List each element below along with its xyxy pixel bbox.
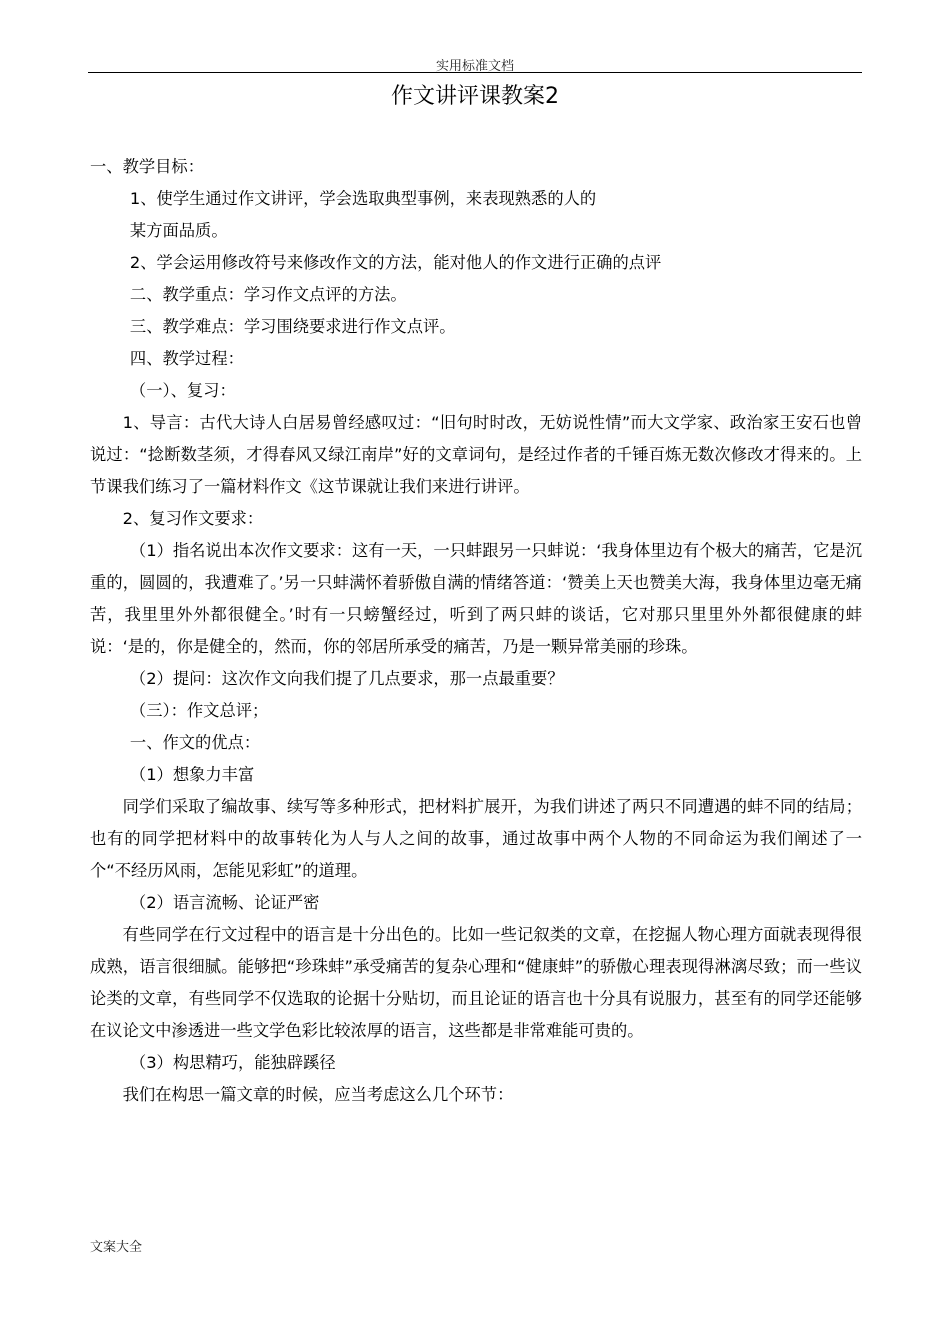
page-footer: 文案大全 [90,1240,143,1255]
section-heading-difficulties: 三、教学难点：学习围绕要求进行作文点评。 [129,317,456,336]
subsection-review-requirements: 2、复习作文要求： [122,509,264,528]
strength-2-body: 有些同学在行文过程中的语言是十分出色的。比如一些记叙类的文章，在挖掘人物心理方面就表现得很成熟，语言很细腻。能够把“珍珠蚌”承受痛苦的复杂心理和“健康蚌”的骄傲心理表现得淋漓尽致；而一些议论类的文章，有些同学不仅选取的论据十分贴切，而且论证的语言也十分具有说服力，甚至有的同学还能够在议论文中渗透进一些文学色彩比较浓厚的语言，这些都是非常难能可贵的。 [90,925,862,1040]
subsection-review: （一）、复习： [129,381,236,400]
objective-1: 1、使学生通过作文讲评，学会选取典型事例，来表现熟悉的人的 [129,189,597,208]
strength-3-body: 我们在构思一篇文章的时候，应当考虑这么几个环节： [122,1085,514,1104]
strength-1-heading: （1）想象力丰富 [129,765,255,784]
section-heading-objectives: 一、教学目标： [90,157,204,176]
objective-1-continued: 某方面品质。 [129,221,228,240]
paragraph-introduction: 1、导言：古代大诗人白居易曾经感叹过：“旧句时时改，无妨说性情”而大文学家、政治家王安石也曾说过：“捻断数茎须，才得春风又绿江南岸”好的文章词句，是经过作者的千锤百炼无数次修改才得来的。上节课我们练习了一篇材料作文《这节课就让我们来进行讲评。 [90,413,862,496]
strength-1-body: 同学们采取了编故事、续写等多种形式，把材料扩展开，为我们讲述了两只不同遭遇的蚌不同的结局；也有的同学把材料中的故事转化为人与人之间的故事，通过故事中两个人物的不同命运为我们阐述了一个“不经历风雨，怎能见彩虹”的道理。 [90,797,862,880]
page-header: 实用标准文档 [435,59,514,74]
subsection-overall-review: （三）：作文总评； [129,701,269,720]
document-body [90,151,862,1111]
section-heading-key-points: 二、教学重点：学习作文点评的方法。 [129,285,407,304]
paragraph-requirements-story: （1）指名说出本次作文要求：这有一天，一只蚌跟另一只蚌说：‘我身体里边有个极大的痛苦，它是沉重的，圆圆的，我遭难了。’另一只蚌满怀着骄傲自满的情绪答道：‘赞美上天也赞美大海，我身体里边毫无痛苦，我里里外外都很健全。’时有一只螃蟹经过，听到了两只蚌的谈话，它对那只里里外外都很健康的蚌说：‘是的，你是健全的，然而，你的邻居所承受的痛苦，乃是一颗异常美丽的珍珠。 [90,541,862,656]
paragraph-question: （2）提问：这次作文向我们提了几点要求，那一点最重要？ [129,669,564,688]
header-divider [88,72,862,73]
section-heading-process: 四、教学过程： [129,349,244,368]
strength-3-heading: （3）构思精巧，能独辟蹊径 [129,1053,336,1072]
document-title: 作文讲评课教案2 [391,84,559,109]
section-heading-strengths: 一、作文的优点： [129,733,261,752]
objective-2: 2、学会运用修改符号来修改作文的方法，能对他人的作文进行正确的点评 [129,253,662,272]
strength-2-heading: （2）语言流畅、论证严密 [129,893,320,912]
